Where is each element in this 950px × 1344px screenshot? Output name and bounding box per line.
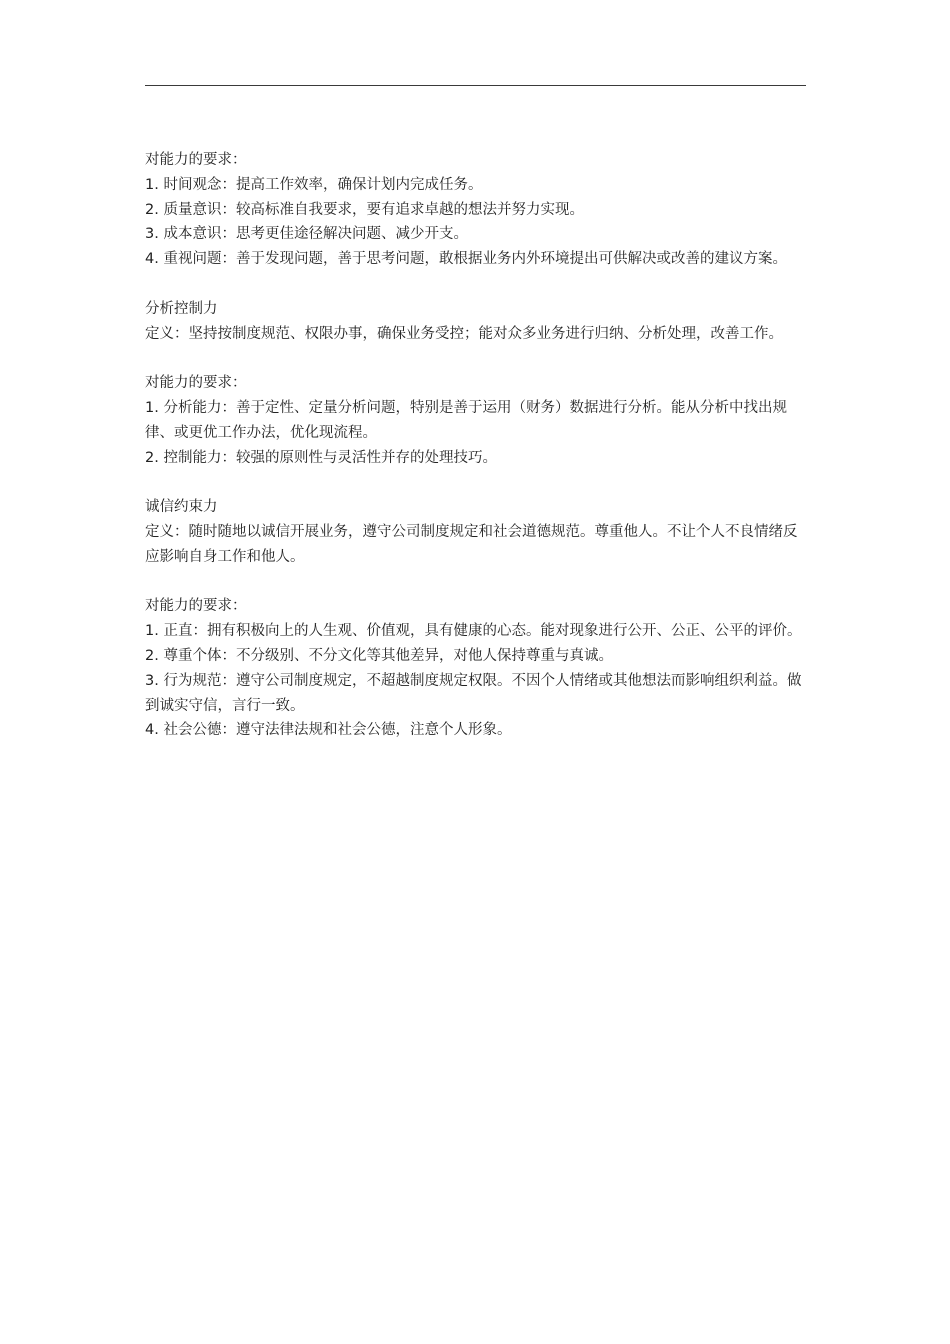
list-item: 3. 行为规范：遵守公司制度规定，不超越制度规定权限。不因个人情绪或其他想法而影响组织利益。做到诚实守信，言行一致。 — [145, 672, 802, 714]
definition-text: 定义：随时随地以诚信开展业务，遵守公司制度规定和社会道德规范。尊重他人。不让个人不良情绪反应影响自身工作和他人。 — [145, 523, 798, 565]
section-heading: 诚信约束力 — [145, 499, 218, 516]
list-item: 1. 时间观念：提高工作效率，确保计划内完成任务。 — [145, 176, 483, 193]
section-heading: 对能力的要求： — [145, 598, 247, 615]
paragraph-gap — [145, 346, 807, 371]
list-item: 1. 分析能力：善于定性、定量分析问题，特别是善于运用（财务）数据进行分析。能从分析中找出规律、或更优工作办法，优化现流程。 — [145, 399, 787, 441]
list-item: 1. 正直：拥有积极向上的人生观、价值观，具有健康的心态。能对现象进行公开、公正、公平的评价。 — [145, 623, 802, 640]
list-item: 2. 尊重个体：不分级别、不分文化等其他差异，对他人保持尊重与真诚。 — [145, 647, 613, 664]
definition-text: 定义：坚持按制度规范、权限办事，确保业务受控；能对众多业务进行归纳、分析处理，改善工作。 — [145, 325, 783, 342]
section-heading: 对能力的要求： — [145, 375, 247, 392]
paragraph-gap — [145, 272, 807, 297]
list-item: 2. 控制能力：较强的原则性与灵活性并存的处理技巧。 — [145, 449, 497, 466]
list-item: 3. 成本意识：思考更佳途径解决问题、减少开支。 — [145, 226, 468, 243]
document-body — [145, 148, 807, 743]
list-item: 4. 社会公德：遵守法律法规和社会公德，注意个人形象。 — [145, 722, 512, 739]
list-item: 4. 重视问题：善于发现问题，善于思考问题，敢根据业务内外环境提出可供解决或改善的建议方案。 — [145, 251, 787, 268]
section-heading: 分析控制力 — [145, 300, 218, 317]
paragraph-gap — [145, 470, 807, 495]
header-rule — [145, 85, 806, 86]
list-item: 2. 质量意识：较高标准自我要求，要有追求卓越的想法并努力实现。 — [145, 201, 584, 218]
section-heading: 对能力的要求： — [145, 152, 247, 168]
paragraph-gap — [145, 570, 807, 595]
